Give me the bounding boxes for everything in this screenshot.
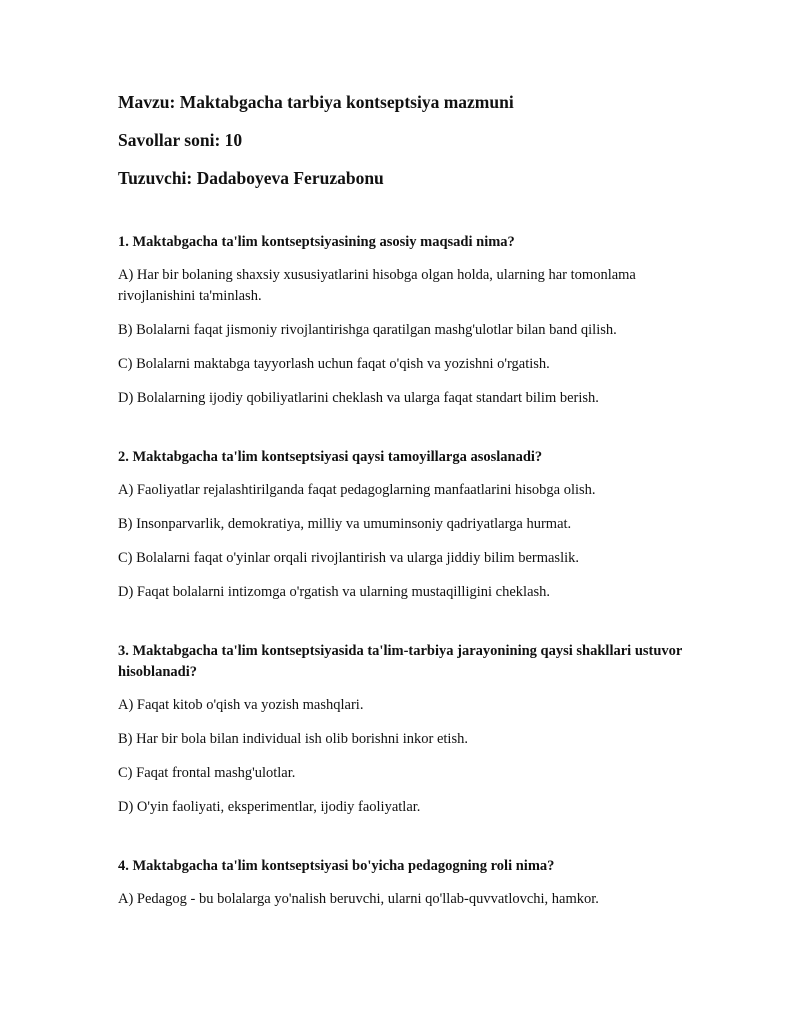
question-2 xyxy=(118,447,688,603)
answer-option-b: B) Insonparvarlik, demokratiya, milliy va umuminsoniy qadriyatlarga hurmat. xyxy=(118,516,572,532)
question-title: 3. Maktabgacha ta'lim kontseptsiyasida ta'lim-tarbiya jarayonining qaysi shakllari ustuvor hisoblanadi? xyxy=(118,643,683,680)
question-title: 2. Maktabgacha ta'lim kontseptsiyasi qaysi tamoyillarga asoslanadi? xyxy=(118,449,543,465)
answer-option-a: A) Faoliyatlar rejalashtirilganda faqat pedagoglarning manfaatlarini hisobga olish. xyxy=(118,482,596,498)
answer-option-b: B) Bolalarni faqat jismoniy rivojlantirishga qaratilgan mashg'ulotlar bilan band qilish. xyxy=(118,322,617,338)
question-count-line: Savollar soni: 10 xyxy=(118,130,243,150)
question-3 xyxy=(118,641,688,818)
question-title: 1. Maktabgacha ta'lim kontseptsiyasining asosiy maqsadi nima? xyxy=(118,234,515,250)
document-page xyxy=(118,90,688,948)
question-title: 4. Maktabgacha ta'lim kontseptsiyasi bo'yicha pedagogning roli nima? xyxy=(118,858,555,874)
document-header xyxy=(118,90,688,190)
answer-option-d: D) Bolalarning ijodiy qobiliyatlarini cheklash va ularga faqat standart bilim berish. xyxy=(118,390,599,406)
answer-option-d: D) Faqat bolalarni intizomga o'rgatish va ularning mustaqilligini cheklash. xyxy=(118,584,551,600)
topic-line: Mavzu: Maktabgacha tarbiya kontseptsiya mazmuni xyxy=(118,92,514,112)
answer-option-a: A) Pedagog - bu bolalarga yo'nalish beruvchi, ularni qo'llab-quvvatlovchi, hamkor. xyxy=(118,891,599,907)
question-4 xyxy=(118,856,688,910)
question-1 xyxy=(118,232,688,409)
answer-option-c: C) Bolalarni faqat o'yinlar orqali rivojlantirish va ularga jiddiy bilim bermaslik. xyxy=(118,550,580,566)
answer-option-c: C) Faqat frontal mashg'ulotlar. xyxy=(118,765,296,781)
answer-option-a: A) Har bir bolaning shaxsiy xususiyatlarini hisobga olgan holda, ularning har tomonlama rivojlanishini ta'minlash. xyxy=(118,267,636,304)
answer-option-a: A) Faqat kitob o'qish va yozish mashqlari. xyxy=(118,697,364,713)
answer-option-d: D) O'yin faoliyati, eksperimentlar, ijodiy faoliyatlar. xyxy=(118,799,421,815)
answer-option-c: C) Bolalarni maktabga tayyorlash uchun faqat o'qish va yozishni o'rgatish. xyxy=(118,356,550,372)
author-line: Tuzuvchi: Dadaboyeva Feruzabonu xyxy=(118,168,384,188)
answer-option-b: B) Har bir bola bilan individual ish olib borishni inkor etish. xyxy=(118,731,468,747)
